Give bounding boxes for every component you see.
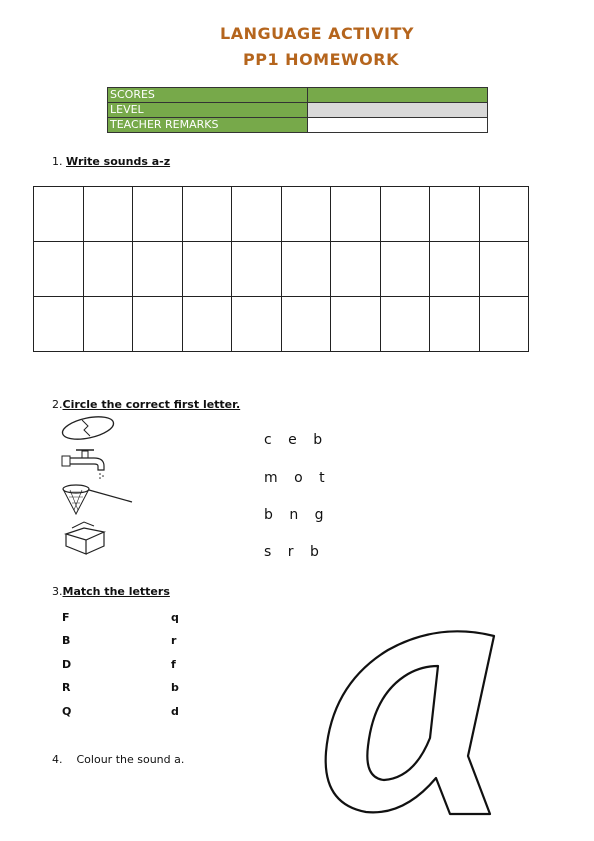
egg-icon bbox=[60, 414, 120, 444]
remarks-row bbox=[108, 118, 488, 133]
teacher-remarks-value[interactable] bbox=[308, 118, 488, 133]
writing-grid bbox=[33, 186, 529, 352]
level-row bbox=[108, 103, 488, 118]
grid-cell[interactable] bbox=[479, 242, 529, 297]
letter-choices-2[interactable]: m o t bbox=[264, 470, 331, 486]
grid-cell[interactable] bbox=[182, 297, 232, 352]
scores-value[interactable] bbox=[308, 88, 488, 103]
grid-cell[interactable] bbox=[232, 242, 282, 297]
grid-cell[interactable] bbox=[182, 187, 232, 242]
match-right-letter[interactable]: f bbox=[171, 658, 176, 671]
match-right-letter[interactable]: q bbox=[171, 611, 179, 624]
scores-table bbox=[107, 87, 488, 133]
question-1-number: 1. bbox=[52, 155, 63, 168]
question-2-text: Circle the correct first letter. bbox=[62, 398, 241, 411]
question-4 bbox=[52, 753, 184, 766]
grid-cell[interactable] bbox=[430, 242, 480, 297]
letter-choices-3[interactable]: b n g bbox=[264, 507, 330, 523]
tap-icon bbox=[60, 446, 115, 480]
grid-cell[interactable] bbox=[380, 242, 430, 297]
question-2 bbox=[52, 398, 240, 411]
letter-a-outline[interactable] bbox=[318, 628, 508, 818]
grid-cell[interactable] bbox=[380, 187, 430, 242]
grid-cell[interactable] bbox=[380, 297, 430, 352]
grid-cell[interactable] bbox=[479, 297, 529, 352]
match-left-letter[interactable]: D bbox=[62, 658, 72, 671]
letter-choices-4[interactable]: s r b bbox=[264, 544, 325, 560]
match-right-letter[interactable]: d bbox=[171, 705, 179, 718]
grid-cell[interactable] bbox=[232, 297, 282, 352]
worksheet-subtitle: PP1 HOMEWORK bbox=[243, 50, 399, 69]
grid-cell[interactable] bbox=[34, 187, 84, 242]
grid-cell[interactable] bbox=[232, 187, 282, 242]
grid-row bbox=[34, 242, 529, 297]
level-label: LEVEL bbox=[108, 103, 308, 118]
question-4-number: 4. bbox=[52, 753, 63, 766]
match-right-letter[interactable]: r bbox=[171, 634, 177, 647]
scores-row bbox=[108, 88, 488, 103]
teacher-remarks-label: TEACHER REMARKS bbox=[108, 118, 308, 133]
grid-cell[interactable] bbox=[182, 242, 232, 297]
grid-cell[interactable] bbox=[83, 187, 133, 242]
net-icon bbox=[60, 482, 136, 520]
grid-cell[interactable] bbox=[430, 187, 480, 242]
question-4-text: Colour the sound a. bbox=[76, 753, 185, 766]
match-left-letter[interactable]: Q bbox=[62, 705, 72, 718]
grid-cell[interactable] bbox=[83, 242, 133, 297]
match-right-letter[interactable]: b bbox=[171, 681, 179, 694]
question-3 bbox=[52, 585, 170, 598]
grid-cell[interactable] bbox=[133, 297, 183, 352]
grid-cell[interactable] bbox=[133, 187, 183, 242]
box-icon bbox=[62, 520, 110, 556]
scores-label: SCORES bbox=[108, 88, 308, 103]
match-left-letter[interactable]: F bbox=[62, 611, 70, 624]
grid-cell[interactable] bbox=[133, 242, 183, 297]
grid-cell[interactable] bbox=[281, 187, 331, 242]
worksheet-title: LANGUAGE ACTIVITY bbox=[220, 24, 414, 43]
match-left-letter[interactable]: B bbox=[62, 634, 71, 647]
grid-cell[interactable] bbox=[281, 242, 331, 297]
question-1 bbox=[52, 155, 170, 168]
letter-choices-1[interactable]: c e b bbox=[264, 432, 329, 448]
question-1-text: Write sounds a-z bbox=[66, 155, 171, 168]
grid-row bbox=[34, 187, 529, 242]
grid-cell[interactable] bbox=[34, 242, 84, 297]
level-value[interactable] bbox=[308, 103, 488, 118]
grid-cell[interactable] bbox=[83, 297, 133, 352]
question-3-number: 3. bbox=[52, 585, 63, 598]
grid-cell[interactable] bbox=[34, 297, 84, 352]
grid-cell[interactable] bbox=[281, 297, 331, 352]
grid-cell[interactable] bbox=[430, 297, 480, 352]
grid-cell[interactable] bbox=[331, 187, 381, 242]
match-left-letter[interactable]: R bbox=[62, 681, 71, 694]
grid-row bbox=[34, 297, 529, 352]
grid-cell[interactable] bbox=[331, 242, 381, 297]
grid-cell[interactable] bbox=[331, 297, 381, 352]
question-2-number: 2. bbox=[52, 398, 63, 411]
grid-cell[interactable] bbox=[479, 187, 529, 242]
question-3-text: Match the letters bbox=[62, 585, 170, 598]
